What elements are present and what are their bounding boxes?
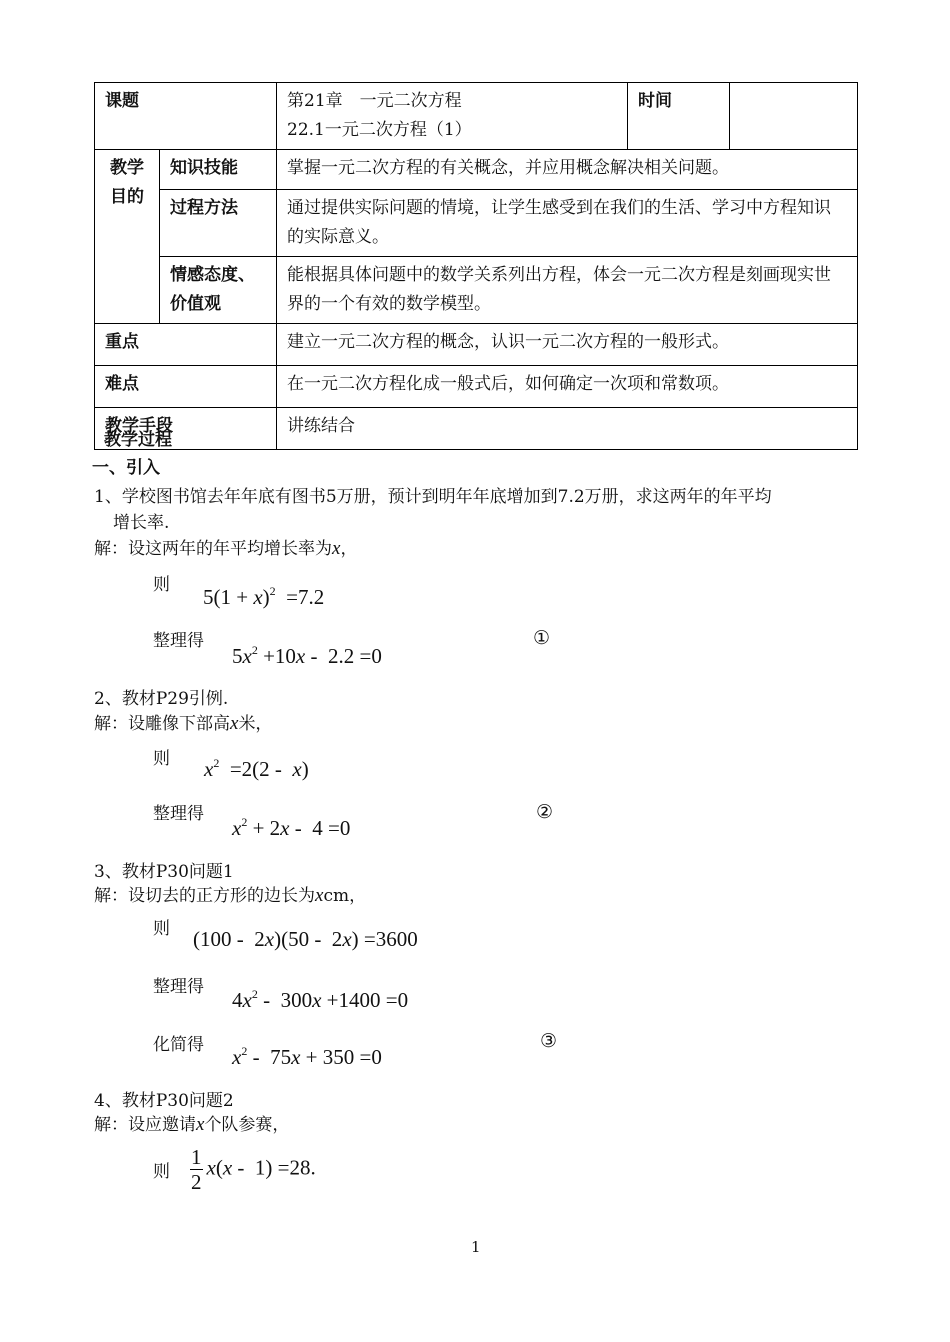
process-heading: 教学过程 — [104, 430, 172, 450]
arrange-label-2: 整理得 — [153, 804, 204, 824]
process-label: 过程方法 — [160, 190, 277, 257]
knowledge-label: 知识技能 — [160, 150, 277, 190]
goal-label-line-2: 目的 — [110, 187, 144, 207]
problem-4-solution: 解：设应邀请x个队参赛， — [94, 1114, 290, 1135]
equation-2a: $x^2 =2(2 - x)$ — [204, 756, 309, 781]
emotion-label-line-1: 情感态度、 — [170, 265, 255, 285]
fraction-one-half: $\frac{1}{2}$ — [191, 1145, 202, 1194]
variable-x: x — [332, 538, 341, 559]
problem-3-solution: 解：设切去的正方形的边长为xcm， — [94, 885, 367, 906]
key-text: 建立一元二次方程的概念，认识一元二次方程的一般形式。 — [277, 324, 858, 366]
knowledge-text: 掌握一元二次方程的有关概念，并应用概念解决相关问题。 — [277, 150, 858, 190]
emotion-text: 能根据具体问题中的数学关系列出方程，体会一元二次方程是刻画现实世界的一个有效的数学模型。 — [277, 257, 858, 324]
goal-label-line-1: 教学 — [110, 158, 144, 178]
equation-3b: $4x^2 - 300x +1400 =0$ — [232, 987, 409, 1012]
then-label-4: 则 — [153, 1162, 170, 1182]
difficulty-label: 难点 — [95, 366, 277, 408]
page-number: 1 — [471, 1238, 481, 1256]
time-value — [730, 83, 858, 150]
topic-label: 课题 — [95, 83, 277, 150]
problem-4-title: 4、教材P30问题2 — [94, 1091, 234, 1111]
then-label-2: 则 — [153, 749, 170, 769]
topic-line-2: 22.1一元二次方程（1） — [287, 120, 472, 140]
equation-mark-3: ③ — [540, 1030, 558, 1052]
goal-label — [95, 150, 160, 324]
topic-line-1: 第21章 一元二次方程 — [287, 91, 462, 111]
equation-mark-1: ① — [533, 627, 551, 649]
key-label: 重点 — [95, 324, 277, 366]
means-label: 教学手段 — [95, 408, 277, 450]
equation-mark-2: ② — [536, 801, 554, 823]
equation-1b: $5x^2 +10x - 2.2 =0$ — [232, 643, 382, 668]
arrange-label-1: 整理得 — [153, 631, 204, 651]
problem-1-line-1: 1、学校图书馆去年年底有图书5万册，预计到明年年底增加到7.2万册，求这两年的年平均 — [94, 487, 772, 507]
emotion-label — [160, 257, 277, 324]
problem-1-line-2: 增长率. — [113, 513, 170, 533]
equation-1a: $5(1 + x)^2 =7.2$ — [203, 584, 325, 609]
difficulty-text: 在一元二次方程化成一般式后，如何确定一次项和常数项。 — [277, 366, 858, 408]
lesson-plan-table — [94, 82, 858, 450]
equation-4a: $\frac{1}{2}$ x(x - 1) =28. — [191, 1145, 316, 1194]
process-text: 通过提供实际问题的情境，让学生感受到在我们的生活、学习中方程知识的实际意义。 — [277, 190, 858, 257]
problem-1-solution: 解：设这两年的年平均增长率为x， — [94, 538, 358, 559]
section-intro-heading: 一、引入 — [92, 458, 160, 478]
variable-x: x — [230, 713, 239, 734]
arrange-label-3: 整理得 — [153, 977, 204, 997]
then-label-3: 则 — [153, 919, 170, 939]
variable-x: x — [196, 1114, 205, 1135]
simplify-label: 化简得 — [153, 1035, 204, 1055]
problem-2-title: 2、教材P29引例. — [94, 689, 229, 709]
time-label: 时间 — [628, 83, 730, 150]
equation-2b: $x^2 + 2x - 4 =0$ — [232, 815, 351, 840]
means-text: 讲练结合 — [277, 408, 858, 450]
topic-cell — [277, 83, 628, 150]
equation-3c: $x^2 - 75x + 350 =0$ — [232, 1044, 382, 1069]
problem-2-solution: 解：设雕像下部高x米， — [94, 713, 273, 734]
emotion-label-line-2: 价值观 — [170, 294, 221, 314]
problem-3-title: 3、教材P30问题1 — [94, 862, 234, 882]
equation-3a: (100 - 2x)(50 - 2x) =3600 — [193, 927, 418, 951]
variable-x: x — [315, 885, 324, 906]
then-label-1: 则 — [153, 575, 170, 595]
